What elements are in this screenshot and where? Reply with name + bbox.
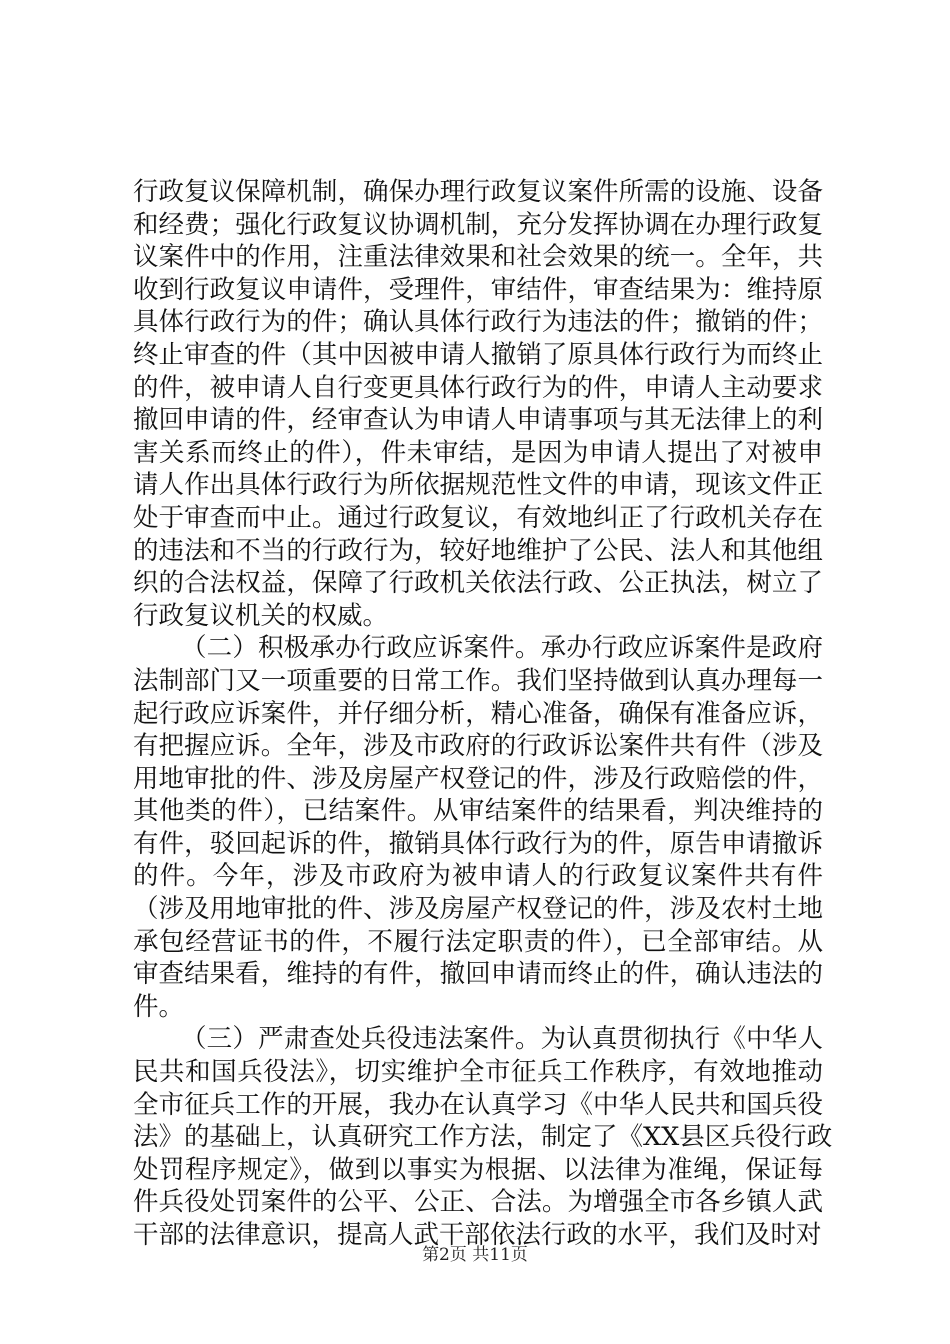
text-line: 行政复议机关的权威。 — [133, 600, 389, 631]
text-line: 的件。今年，涉及市政府为被申请人的行政复议案件共有件 — [133, 861, 823, 892]
text-line: 织的合法权益，保障了行政机关依法行政、公正执法，树立了 — [133, 568, 823, 599]
text-line: 的件，被申请人自行变更具体行政行为的件，申请人主动要求 — [133, 372, 823, 403]
text-line: 害关系而终止的件），件未审结，是因为申请人提出了对被申 — [133, 437, 823, 468]
text-line: 有件，驳回起诉的件，撤销具体行政行为的件，原告申请撤诉 — [133, 828, 823, 859]
text-line: 请人作出具体行政行为所依据规范性文件的申请，现该文件正 — [133, 470, 823, 501]
text-line: 全市征兵工作的开展，我办在认真学习《中华人民共和国兵役 — [133, 1089, 823, 1120]
text-line: 承包经营证书的件，不履行法定职责的件），已全部审结。从 — [133, 926, 823, 957]
text-line: 件兵役处罚案件的公平、公正、合法。为增强全市各乡镇人武 — [133, 1187, 823, 1218]
text-line: 用地审批的件、涉及房屋产权登记的件，涉及行政赔偿的件， — [133, 763, 823, 794]
text-line: 件。 — [133, 991, 185, 1022]
text-line: 议案件中的作用，注重法律效果和社会效果的统一。全年，共 — [133, 242, 823, 273]
text-line: （二）积极承办行政应诉案件。承办行政应诉案件是政府 — [181, 633, 823, 664]
text-line: 审查结果看，维持的有件，撤回申请而终止的件，确认违法的 — [133, 959, 823, 990]
text-line: 其他类的件），已结案件。从审结案件的结果看，判决维持的 — [133, 796, 823, 827]
text-line: 起行政应诉案件，并仔细分析，精心准备，确保有准备应诉， — [133, 698, 823, 729]
text-line: 终止审查的件（其中因被申请人撤销了原具体行政行为而终止 — [133, 339, 823, 370]
text-line: 法》的基础上，认真研究工作方法，制定了《XX县区兵役行政 — [133, 1122, 833, 1153]
text-line: 有把握应诉。全年，涉及市政府的行政诉讼案件共有件（涉及 — [133, 731, 823, 762]
document-body — [133, 176, 833, 1252]
text-line: 撤回申请的件，经审查认为申请人申请事项与其无法律上的利 — [133, 405, 823, 436]
text-line: 处于审查而中止。通过行政复议，有效地纠正了行政机关存在 — [133, 502, 823, 533]
text-line: 的违法和不当的行政行为，较好地维护了公民、法人和其他组 — [133, 535, 823, 566]
text-line: 法制部门又一项重要的日常工作。我们坚持做到认真办理每一 — [133, 665, 823, 696]
text-line: 行政复议保障机制，确保办理行政复议案件所需的设施、设备 — [133, 177, 823, 207]
text-line: 具体行政行为的件；确认具体行政行为违法的件；撤销的件； — [133, 307, 823, 338]
text-line: 收到行政复议申请件，受理件，审结件，审查结果为：维持原 — [133, 274, 823, 305]
text-line: 和经费；强化行政复议协调机制，充分发挥协调在办理行政复 — [133, 209, 823, 240]
text-line: 处罚程序规定》，做到以事实为根据、以法律为准绳，保证每 — [133, 1154, 823, 1185]
page-footer: 第2页 共11页 — [422, 1245, 528, 1265]
text-line: （涉及用地审批的件、涉及房屋产权登记的件，涉及农村土地 — [133, 894, 823, 925]
text-line: 干部的法律意识，提高人武干部依法行政的水平，我们及时对 — [133, 1220, 822, 1250]
text-line: 民共和国兵役法》，切实维护全市征兵工作秩序，有效地推动 — [133, 1057, 823, 1088]
text-line: （三）严肃查处兵役违法案件。为认真贯彻执行《中华人 — [181, 1024, 823, 1055]
